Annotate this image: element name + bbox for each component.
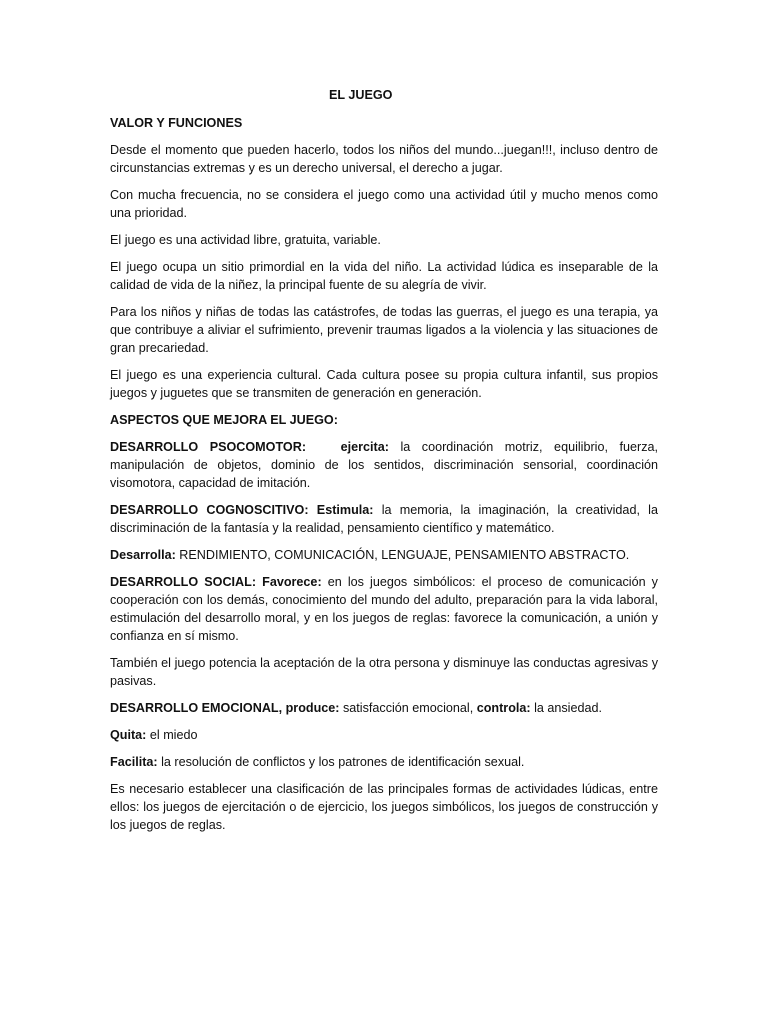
- facilita-label: Facilita:: [110, 755, 158, 769]
- document-title: EL JUEGO: [329, 88, 393, 102]
- paragraph-1: Desde el momento que pueden hacerlo, todos los niños del mundo...juegan!!!, incluso dentro de circunstancias extremas y es un derecho universal, el derecho a jugar.: [110, 143, 658, 175]
- social-label: DESARROLLO SOCIAL: Favorece:: [110, 575, 322, 589]
- social-text: en los juegos simbólicos: el proceso de comunicación y cooperación con los demás, conocimiento del mundo del adulto, preparación para la vida laboral, estimulación del desarrollo moral, y en los juegos de reglas: favorece la comunicación, a unión y confianza en sí mismo.: [110, 575, 658, 643]
- quita-label: Quita:: [110, 728, 147, 742]
- facilita-text: la resolución de conflictos y los patrones de identificación sexual.: [157, 755, 525, 769]
- paragraph-5: Para los niños y niñas de todas las catástrofes, de todas las guerras, el juego es una terapia, ya que contribuye a aliviar el sufrimiento, prevenir traumas ligados a la violencia y las situaciones de gran precariedad.: [110, 305, 658, 355]
- paragraph-cognoscitivo: [110, 501, 658, 537]
- paragraph-3: El juego es una actividad libre, gratuita, variable.: [110, 233, 381, 247]
- desarrolla-label: Desarrolla:: [110, 548, 176, 562]
- psicomotor-label: DESARROLLO PSOCOMOTOR:: [110, 440, 307, 454]
- section-heading-aspectos: ASPECTOS QUE MEJORA EL JUEGO:: [110, 413, 338, 427]
- emocional-text-1: satisfacción emocional,: [339, 701, 477, 715]
- paragraph-facilita: [110, 753, 658, 771]
- paragraph-4: El juego ocupa un sitio primordial en la vida del niño. La actividad lúdica es inseparable de la calidad de vida de la niñez, la principal fuente de su alegría de vivir.: [110, 260, 658, 292]
- psicomotor-verb: ejercita:: [340, 440, 389, 454]
- emocional-label-2: controla:: [476, 701, 531, 715]
- paragraph-tambien: También el juego potencia la aceptación de la otra persona y disminuye las conductas agresivas y pasivas.: [110, 656, 658, 688]
- paragraph-psicomotor: [110, 438, 658, 492]
- cognoscitivo-text: la memoria, la imaginación, la creatividad, la discriminación de la fantasía y la realidad, pensamiento científico y matemático.: [110, 503, 658, 535]
- emocional-text-2: la ansiedad.: [530, 701, 602, 715]
- paragraph-final: Es necesario establecer una clasificación de las principales formas de actividades lúdicas, entre ellos: los juegos de ejercitación o de ejercicio, los juegos simbólicos, los juegos de construcción y los juegos de reglas.: [110, 782, 658, 832]
- paragraph-quita: [110, 726, 658, 744]
- paragraph-6: El juego es una experiencia cultural. Cada cultura posee su propia cultura infantil, sus propios juegos y juguetes que se transmiten de generación en generación.: [110, 368, 658, 400]
- paragraph-desarrolla: [110, 546, 658, 564]
- paragraph-emocional: [110, 699, 658, 717]
- paragraph-social: [110, 573, 658, 645]
- psicomotor-text: la coordinación motriz, equilibrio, fuerza, manipulación de objetos, dominio de los sentidos, discriminación sensorial, coordinación visomotora, capacidad de imitación.: [110, 440, 658, 490]
- emocional-label: DESARROLLO EMOCIONAL, produce:: [110, 701, 340, 715]
- quita-text: el miedo: [146, 728, 198, 742]
- paragraph-2: Con mucha frecuencia, no se considera el juego como una actividad útil y mucho menos como una prioridad.: [110, 188, 658, 220]
- desarrolla-text: RENDIMIENTO, COMUNICACIÓN, LENGUAJE, PENSAMIENTO ABSTRACTO.: [175, 548, 630, 562]
- document-page: [110, 86, 658, 843]
- section-heading-valor: VALOR Y FUNCIONES: [110, 116, 243, 130]
- cognoscitivo-label: DESARROLLO COGNOSCITIVO: Estimula:: [110, 503, 374, 517]
